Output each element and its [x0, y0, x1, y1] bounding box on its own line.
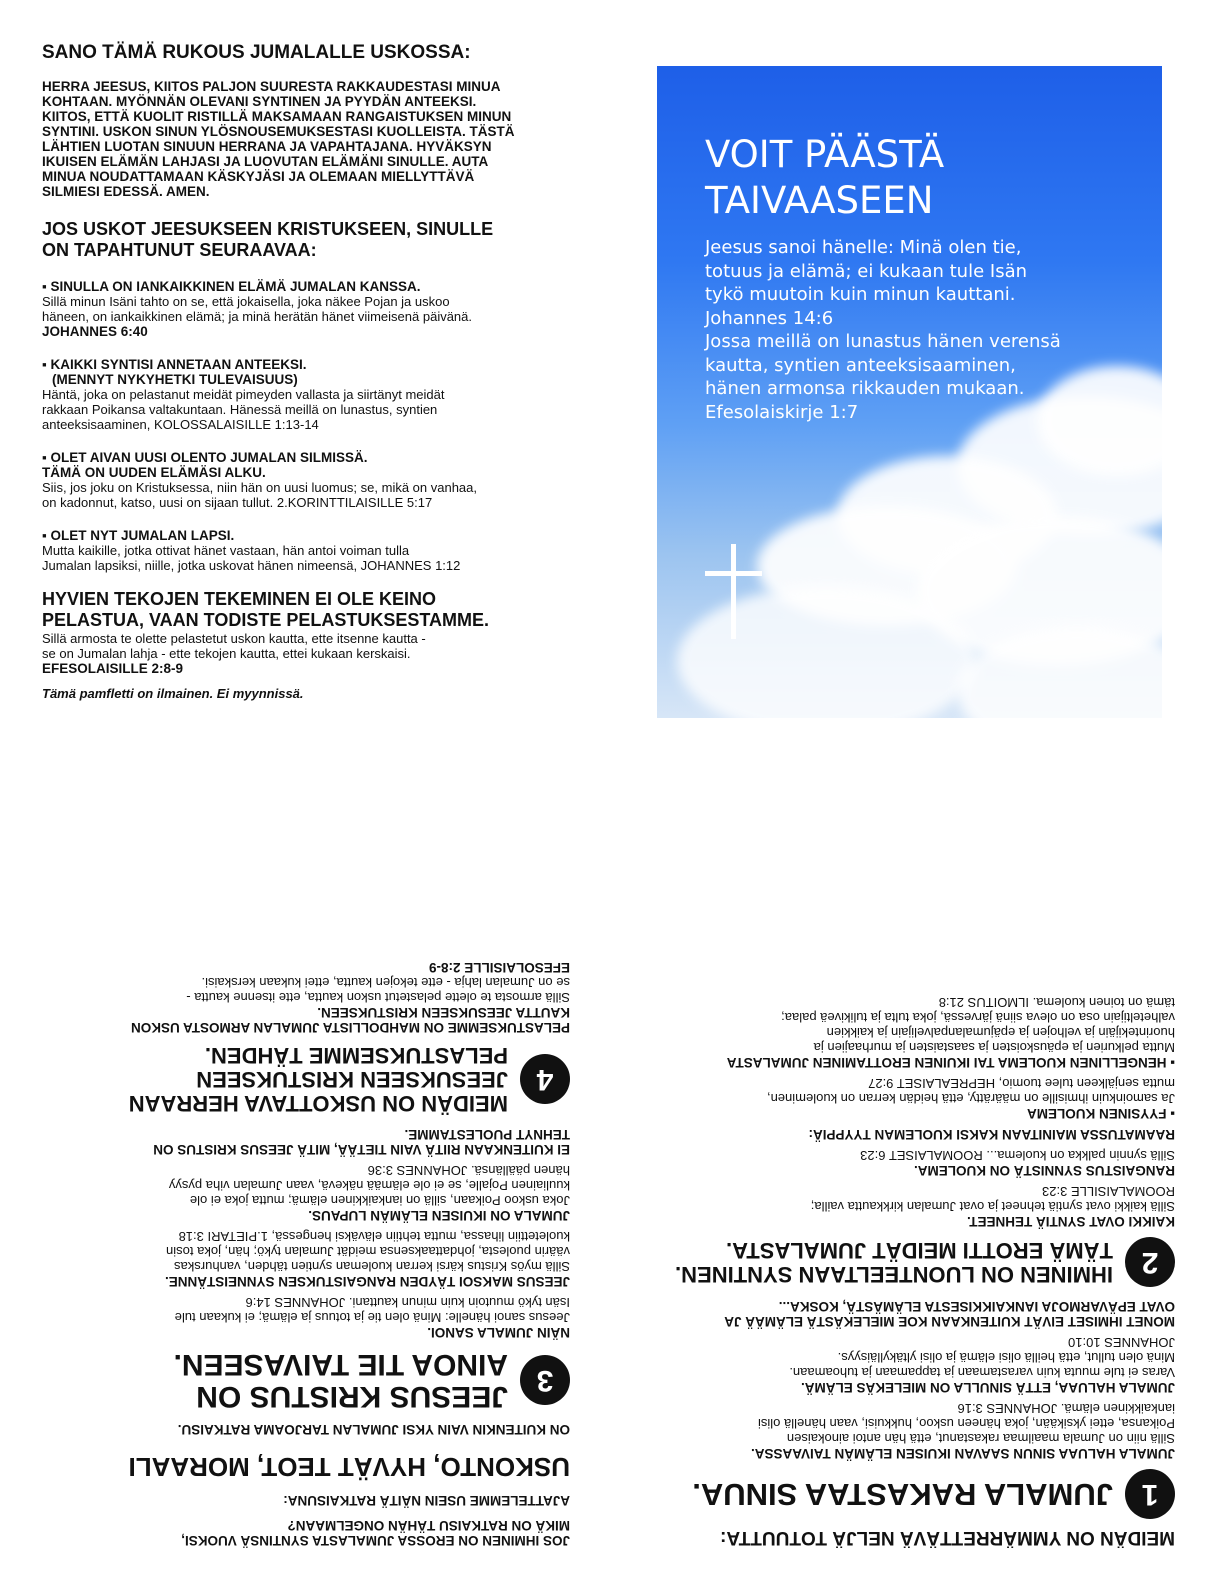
prayer-line: MINUA NOUDATTAMAAN KÄSKYJÄSI JA OLEMAAN MIELLYTTÄVÄ — [42, 169, 475, 184]
benefit-child-of-god: ▪ OLET NYT JUMALAN LAPSI. Mutta kaikille, jotka ottivat hänet vastaan, hän antoi voiman tulla Jumalan lapsiksi, niille, jotka uskovat hänen nimeensä, JOHANNES 1:12 — [42, 528, 461, 573]
prayer-section — [42, 42, 582, 199]
number-badge: 2 — [1125, 1237, 1175, 1287]
benefit-forgiveness: ▪ KAIKKI SYNTISI ANNETAAN ANTEEKSI. (MENNYT NYKYHETKI TULEVAISUUS) Häntä, joka on pelastanut meidät pimeyden vallasta ja siirtänyt meidät rakkaan Poikansa valtakuntaan. Hänessä meillä on lunastus, syntien anteeksisaaminen, KOLOSSALAISILLE 1:13-14 — [42, 357, 445, 432]
believe-heading: JOS USKOT JEESUKSEEN KRISTUKSEEN, SINULLE ON TAPAHTUNUT SEURAAVAA: — [42, 219, 494, 260]
card-verses: Jeesus sanoi hänelle: Minä olen tie, totuus ja elämä; ei kukaan tule Isän tykö muutoin kuin minun kauttani. Johannes 14:6 Jossa meillä on lunastus hänen verensä kautta, syntien anteeksisaaminen, hänen armonsa rikkauden mukaan. Efesolaiskirje 1:7 — [705, 237, 1061, 423]
number-badge: 3 — [520, 1355, 570, 1405]
four-truths-intro: MEIDÄN ON YMMÄRRETTÄVÄ NELJÄ TOTUUTTA: — [720, 1527, 1175, 1548]
free-pamphlet-note: Tämä pamfletti on ilmainen. Ei myynnissä. — [42, 686, 304, 701]
only-solution-line: ON KUITENKIN VAIN YKSI JUMALAN TARJOAMA RATKAISU. — [177, 1422, 570, 1437]
truth-4-body: PELASTUKSEMME ON MAHDOLLISTA JUMALAN ARMOSTA USKON KAUTTA JEESUKSEEN KRISTUKSEEN. Sillä armosta te olette pelastetut uskon kautta, ette itsenne kautta - se on Jumalan lahja - ette tekojen kautta, ettei kukaan kerskaisi. EFESOLAISILLE 2:8-9 — [131, 960, 570, 1035]
truth-1-header — [650, 1469, 1175, 1519]
number-badge: 4 — [520, 1054, 570, 1104]
prayer-line: KOHTAAN. MYÖNNÄN OLEVANI SYNTINEN JA PYYDÄN ANTEEKSI. — [42, 94, 477, 109]
truth-4-heading: MEIDÄN ON USKOTTAVA HERRAAN JEESUKSEEN KRISTUKSEEN PELASTUKSEMME TÄHDEN. — [128, 1043, 508, 1116]
truth-3-heading: JEESUS KRISTUS ON AINOA TIE TAIVASEEN. — [173, 1348, 508, 1413]
truth-3-header — [40, 1348, 570, 1412]
panel-truths-3-4 — [40, 808, 570, 1548]
prayer-line: HERRA JEESUS, KIITOS PALJON SUURESTA RAKKAUDESTASI MINUA — [42, 79, 501, 94]
truth-4-header — [40, 1043, 570, 1115]
solution-question: JOS IHMINEN ON EROSSA JUMALASTA SYNTINSÄ VUOKSI, MIKÄ ON RATKAISU TÄHÄN ONGELMAAN? AJATTELEMME USEIN NÄITÄ RATKAISUNA: — [181, 1493, 570, 1548]
solutions-heading: USKONTO, HYVÄT TEOT, MORAALI — [128, 1452, 570, 1482]
truth-1-heading: JUMALA RAKASTAA SINUA. — [692, 1477, 1113, 1512]
truth-2-header — [650, 1237, 1175, 1287]
prayer-column — [42, 42, 582, 701]
cover-card — [657, 66, 1162, 718]
prayer-heading: SANO TÄMÄ RUKOUS JUMALALLE USKOSSA: — [42, 42, 471, 63]
prayer-line: SILMIESI EDESSÄ. AMEN. — [42, 184, 210, 199]
prayer-line: IKUISEN ELÄMÄN LAHJASI JA LUOVUTAN ELÄMÄNI SINULLE. AUTA — [42, 154, 489, 169]
panel-truths-1-2 — [650, 808, 1175, 1548]
cross-icon — [731, 544, 736, 639]
number-badge: 1 — [1125, 1469, 1175, 1519]
benefit-new-creation: ▪ OLET AIVAN UUSI OLENTO JUMALAN SILMISSÄ. TÄMÄ ON UUDEN ELÄMÄSI ALKU. Siis, jos joku on Kristuksessa, niin hän on uusi luomus; se, mikä on vanhaa, on kadonnut, katso, uusi on sijaan tullut. 2.KORINTTILAISILLE 5:17 — [42, 450, 478, 510]
truth-1-body: JUMALA HALUAA SINUN SAAVAN IKUISEN ELÄMÄN TAIVAASSA. Sillä niin on Jumala maailmaa rakastanut, että hän antoi ainokaisen Poikansa, ettei yksikään, joka häneen uskoo, hukkuisi, vaan hänellä olisi iankaikkinen elämä. JOHANNES 3:16 JUMALA HALUAA, ETTÄ SINULLA ON MIELEKÄS ELÄMÄ. Varas ei tule muuta kuin varastamaan ja tappamaan ja tuhoamaan. Minä olen tullut, että heillä olisi elämä ja olisi yltäkylläisyys. JOHANNES 10:10 MONET IHMISET EIVÄT KUITENKAAN KOE MIELEKÄSTÄ ELÄMÄÄ JA OVAT EPÄVARMOJA IANKAIKKISESTA ELÄMÄSTÄ, KOSKA... — [724, 1299, 1175, 1461]
cross-icon-bar — [705, 571, 762, 576]
prayer-line: SYNTINI. USKON SINUN YLÖSNOUSEMUKSESTASI KUOLLEISTA. TÄSTÄ — [42, 124, 515, 139]
truth-2-body: KAIKKI OVAT SYNTIÄ TEHNEET. Sillä kaikki ovat syntiä tehneet ja ovat Jumalan kirkkautta vailla; ROOMALAISILLE 3:23 RANGAISTUS SYNNISTÄ ON KUOLEMA. Sillä synnin palkka on kuolema... ROOMALAISET 6:23 RAAMATUSSA MAINITAAN KAKSI KUOLEMAN TYYPPIÄ: ▪ FYYSINEN KUOLEMA Ja samoinkuin ihmisille on määrätty, että heidän kerran on kuoleminen, mutta senjälkeen tulee tuomio, HEPREALAISET 9:27 ▪ HENGELLINEN KUOLEMA TAI IKUINEN EROTTAMINEN JUMALASTA Mutta pelkurien ja epäuskoisten ja saastaisten ja murhaajien ja huorintekijäin ja velhojen ja epäjumalanpalvelijain ja kaikkien valheteltijain osa on oleva siinä järvessä, joka tulta ja tulikiveä palaa; tämä on toinen kuolema. ILMOITUS 21:8 — [726, 995, 1175, 1229]
good-works-section: HYVIEN TEKOJEN TEKEMINEN EI OLE KEINO PELASTUA, VAAN TODISTE PELASTUKSESTAMME. Sillä armosta te olette pelastetut uskon kautta, ette itsenne kautta - se on Jumalan lahja - ette tekojen kautta, ettei kukaan kerskaisi. EFESOLAISILLE 2:8-9 — [42, 589, 490, 676]
benefit-eternal-life: ▪ SINULLA ON IANKAIKKINEN ELÄMÄ JUMALAN KANSSA. Sillä minun Isäni tahto on se, että jokaisella, joka näkee Pojan ja uskoo häneen, on iankaikkinen elämä; ja minä herätän hänet viimeisenä päivänä. JOHANNES 6:40 — [42, 279, 473, 339]
truth-3-body: NÄIN JUMALA SANOI. Jeesus sanoi hänelle: Minä olen tie ja totuus ja elämä; ei kukaan tule Isän tykö muutoin kuin minun kauttani. JOHANNES 14:6 JEESUS MAKSOI TÄYDEN RANGAISTUKSEN SYNNEISTÄNNE. Sillä myös Kristus kärsi kerran kuoleman syntien tähden, vanhurskas väärin puolesta, johdattaaksensa meidät Jumalan tykö; hän, joka tosin kuoletettiin lihassa, mutta tehtiin eläväksi hengessä, 1.PIETARI 3:18 JUMALA ON IKUISEN ELÄMÄN LUPAUS. Joka uskoo Poikaan, sillä on iankaikkinen elämä; mutta joka ei ole kuuliainen Pojalle, se ei ole elämää näkevä, vaan Jumalan viha pysyy hänen päällänsä. JOHANNES 3:36 EI KUITENKAAN RIITÄ VAIN TIETÄÄ, MITÄ JEESUS KRISTUS ON TEHNYT PUOLESTAMME. — [153, 1127, 570, 1340]
truth-2-heading: IHMINEN ON LUONTEELTAAN SYNTINEN. TÄMÄ EROTTI MEIDÄT JUMALASTA. — [675, 1238, 1113, 1287]
prayer-line: KIITOS, ETTÄ KUOLIT RISTILLÄ MAKSAMAAN RANGAISTUKSEN MINUN — [42, 109, 512, 124]
card-title: VOIT PÄÄSTÄ TAIVAASEEN — [705, 133, 945, 222]
prayer-line: LÄHTIEN LUOTAN SINUUN HERRANA JA VAPAHTAJANA. HYVÄKSYN — [42, 139, 492, 154]
